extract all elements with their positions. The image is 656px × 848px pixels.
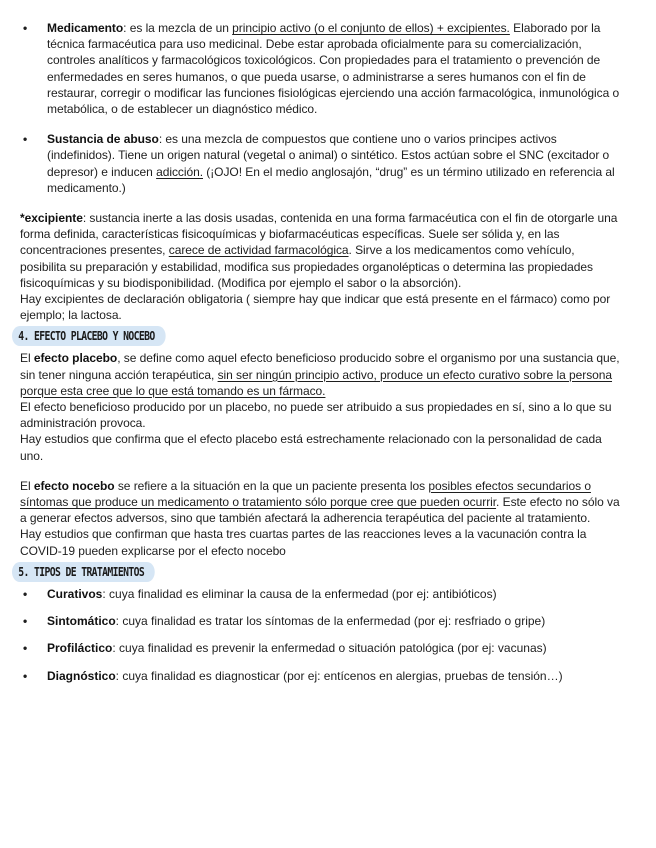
bullet-dot: •	[23, 586, 28, 601]
bullet-dot: •	[23, 21, 28, 35]
text: : cuya finalidad es tratar los síntomas de la enfermedad (por ej: resfriado o gripe)	[115, 614, 546, 629]
bullet-sustancia-de-abuso	[20, 131, 620, 196]
term-medicamento: Medicamento	[47, 21, 124, 35]
paragraph	[47, 20, 620, 117]
text: (¡OJO! En el medio anglosajón, “drug” es un término utilizado en referencia al medicamento.)	[47, 164, 615, 195]
text: se refiere a la situación en la que un paciente presenta los	[114, 478, 429, 493]
text: : es la mezcla de un	[123, 21, 233, 35]
paragraph	[47, 586, 620, 602]
paragraph-placebo-2: El efecto beneficioso producido por un placebo, no puede ser atribuido a sus propiedades en sí, sino a lo que su administración provoca.	[20, 400, 612, 431]
underlined-text: carece de actividad farmacológica	[168, 243, 349, 258]
underlined-text: posibles efectos secundarios o síntomas que produce un medicamento o tratamiento sólo porque cree que pueden ocurrir	[20, 478, 591, 510]
bullet-profilactico	[20, 640, 620, 656]
text: : es una mezcla de compuestos que contiene uno o varios principes activos (indefinidos). Tiene un origen natural (vegetal o animal) o sintético. Estos actúan sobre el SNC (excitador o depresor) e inducen	[47, 132, 610, 179]
paragraph-nocebo-2: Hay estudios que confirman que hasta tres cuartas partes de las reacciones leves a la vacunación contra la COVID-19 pueden explicarse por el efecto nocebo	[20, 527, 587, 558]
text: Elaborado por la técnica farmacéutica para uso medicinal. Debe estar aprobada oficialmente para su comercialización, controles analíticos y farmacológicos toxicológicos. Con propiedades para el tratamiento o prevención de enfermedades en seres humanos, o que pueda usarse, o administrarse a seres humanos con el fin de restaurar, corregir o modificar las funciones fisiológicas ejerciendo una acción farmacológica, inmunológica o metabólica, o de establecer un diagnóstico médico.	[47, 21, 620, 117]
term-efecto-placebo: efecto placebo	[33, 351, 118, 366]
section-4-heading-wrap	[12, 326, 620, 346]
bullet-medicamento	[20, 20, 620, 117]
term-efecto-nocebo: efecto nocebo	[33, 478, 115, 493]
term-excipiente: *excipiente	[20, 211, 83, 226]
paragraph-placebo	[20, 350, 620, 399]
paragraph	[47, 668, 620, 684]
text: El	[20, 351, 34, 366]
paragraph	[47, 640, 620, 656]
text: : cuya finalidad es prevenir la enfermedad o situación patológica (por ej: vacunas)	[112, 641, 547, 656]
bullet-dot: •	[23, 641, 28, 656]
section-4-heading: 4. EFECTO PLACEBO Y NOCEBO	[12, 326, 166, 346]
paragraph	[47, 613, 620, 629]
term-curativos: Curativos	[47, 586, 103, 601]
paragraph-nocebo	[20, 478, 620, 527]
underlined-text: sin ser ningún principio activo, produce un efecto curativo sobre la persona porque esta cree que lo que está tomando es un fármaco.	[20, 367, 613, 398]
term-sintomatico: Sintomático	[47, 614, 116, 629]
paragraph-placebo-3: Hay estudios que confirma que el efecto placebo está estrechamente relacionado con la personalidad de cada uno.	[20, 432, 602, 463]
bullet-dot: •	[23, 614, 28, 629]
section-5-heading-wrap	[12, 562, 620, 582]
term-sustancia-de-abuso: Sustancia de abuso	[47, 132, 159, 147]
term-diagnostico: Diagnóstico	[47, 668, 116, 683]
bullet-dot: •	[23, 132, 28, 147]
text: El	[20, 478, 34, 493]
underlined-text: adicción.	[156, 164, 203, 179]
text: , se define como aquel efecto beneficioso producido sobre el organismo por una sustancia que, sin tener ninguna acción terapéutica,	[20, 351, 620, 382]
text: . Sirve a los medicamentos como vehículo, posibilita su preparación y estabilidad, modifica sus propiedades organolépticas o determina las propiedades fisicoquímicas y su biodisponibilidad. (Modifica por ejemplo el sabor o la absorción).	[20, 243, 593, 290]
paragraph-excipiente-note: Hay excipientes de declaración obligatoria ( siempre hay que indicar que está presente en el fármaco) como por ejemplo; la lactosa.	[20, 292, 611, 323]
text: : sustancia inerte a las dosis usadas, contenida en una forma farmacéutica con el fin de otorgarle una forma definida, características fisicoquímicas y biofarmacéuticas específicas. Suele ser sólida y, en las concentraciones presentes,	[20, 211, 618, 258]
underlined-text: principio activo (o el conjunto de ellos) + excipientes.	[232, 21, 510, 35]
section-5-heading: 5. TIPOS DE TRATAMIENTOS	[12, 562, 155, 582]
text: : cuya finalidad es eliminar la causa de la enfermedad (por ej: antibióticos)	[102, 586, 497, 601]
document-page	[20, 20, 620, 684]
bullet-diagnostico	[20, 668, 620, 684]
bullet-sintomatico	[20, 613, 620, 629]
paragraph	[47, 131, 620, 196]
bullet-curativos	[20, 586, 620, 602]
text: : cuya finalidad es diagnosticar (por ej: entícenos en alergias, pruebas de tensión…)	[115, 668, 563, 683]
paragraph-excipiente	[20, 210, 620, 291]
term-profilactico: Profiláctico	[47, 641, 113, 656]
bullet-dot: •	[23, 668, 28, 683]
text: . Este efecto no sólo va a generar efectos adversos, sino que también afectará la adherencia terapéutica del paciente al tratamiento.	[20, 495, 620, 526]
